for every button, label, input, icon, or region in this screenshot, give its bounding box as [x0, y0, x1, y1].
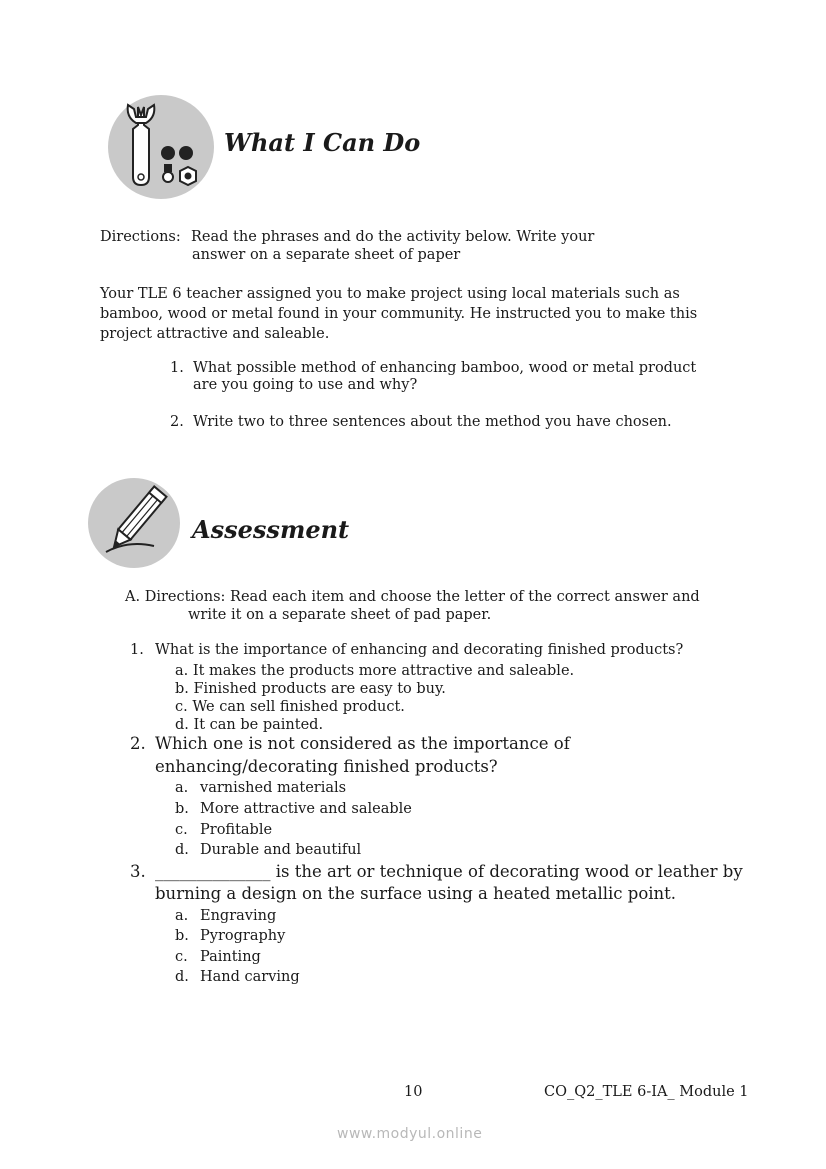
- q1-choice-b: b. Finished products are easy to buy.: [175, 681, 446, 697]
- assessment-directions-line-1: A. Directions: Read each item and choose the letter of the correct answer and: [125, 589, 700, 605]
- question-3-text: is the art or technique of decorating wood or leather by: [270, 862, 743, 881]
- directions-line-2: answer on a separate sheet of paper: [192, 247, 461, 263]
- task-number: 2.: [170, 414, 184, 430]
- task-text-line-2: are you going to use and why?: [193, 377, 418, 393]
- watermark: www.modyul.online: [337, 1126, 483, 1142]
- q3-choice-text: Hand carving: [200, 969, 300, 985]
- q3-choice-letter: a.: [175, 908, 189, 924]
- section-title-assessment: Assessment: [192, 515, 350, 544]
- directions-label: Directions:: [100, 229, 181, 245]
- scenario-line-2: bamboo, wood or metal found in your community. He instructed you to make this: [100, 306, 698, 322]
- q1-choice-c: c. We can sell finished product.: [175, 699, 405, 715]
- task-text-line-1: Write two to three sentences about the method you have chosen.: [193, 414, 672, 430]
- q2-choice-text: More attractive and saleable: [200, 801, 412, 817]
- question-3-number: 3.: [130, 862, 146, 881]
- question-2-number: 2.: [130, 734, 146, 753]
- assessment-directions-line-2: write it on a separate sheet of pad paper.: [188, 607, 492, 623]
- q2-choice-letter: d.: [175, 842, 189, 858]
- q2-choice-text: varnished materials: [200, 780, 347, 796]
- question-3-line-1: [155, 861, 743, 883]
- q1-choice-d: d. It can be painted.: [175, 717, 324, 733]
- module-code: CO_Q2_TLE 6-IA_ Module 1: [544, 1084, 749, 1100]
- q3-choice-text: Painting: [200, 949, 261, 965]
- pencil-icon: [88, 478, 180, 568]
- wrench-icon: [108, 95, 214, 199]
- page-number: 10: [404, 1084, 423, 1100]
- q2-choice-letter: c.: [175, 822, 188, 838]
- q2-choice-letter: a.: [175, 780, 189, 796]
- q3-choice-letter: b.: [175, 928, 189, 944]
- q1-choice-a: a. It makes the products more attractive and saleable.: [175, 663, 575, 679]
- question-1-text: What is the importance of enhancing and decorating finished products?: [155, 642, 684, 658]
- question-3-line-2: burning a design on the surface using a heated metallic point.: [155, 884, 677, 903]
- task-number: 1.: [170, 360, 184, 376]
- q3-choice-letter: d.: [175, 969, 189, 985]
- q3-choice-text: Pyrography: [200, 928, 286, 944]
- directions-line-1: Read the phrases and do the activity below. Write your: [191, 229, 595, 245]
- scenario-line-1: Your TLE 6 teacher assigned you to make project using local materials such as: [100, 286, 680, 302]
- task-text-line-1: What possible method of enhancing bamboo, wood or metal product: [193, 360, 697, 376]
- answer-blank: ______________: [155, 862, 271, 881]
- section-title-what-i-can-do: What I Can Do: [224, 128, 421, 157]
- q2-choice-letter: b.: [175, 801, 189, 817]
- q3-choice-text: Engraving: [200, 908, 277, 924]
- q2-choice-text: Durable and beautiful: [200, 842, 362, 858]
- question-1-number: 1.: [130, 642, 144, 658]
- scenario-line-3: project attractive and saleable.: [100, 326, 330, 342]
- q3-choice-letter: c.: [175, 949, 188, 965]
- question-2-line-1: Which one is not considered as the importance of: [155, 734, 570, 753]
- q2-choice-text: Profitable: [200, 822, 273, 838]
- question-2-line-2: enhancing/decorating finished products?: [155, 757, 498, 776]
